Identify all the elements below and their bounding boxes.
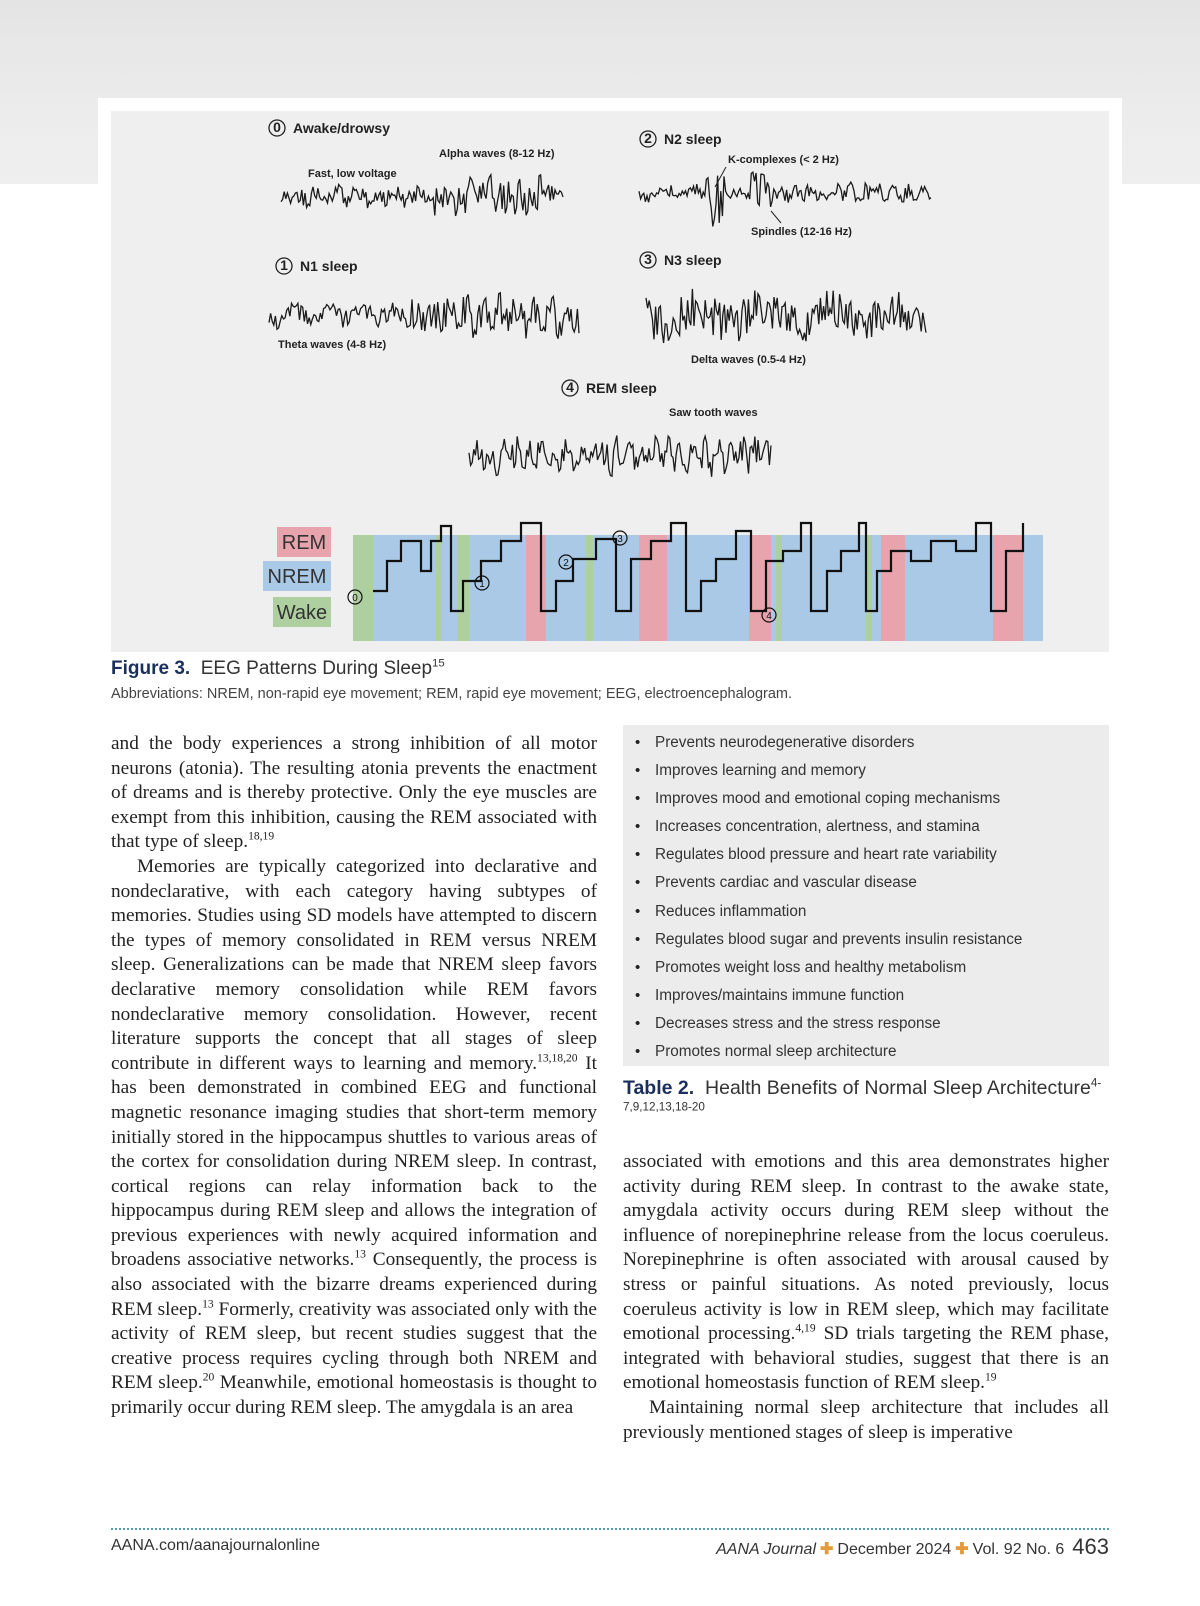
bullet-icon: • — [635, 1014, 641, 1032]
svg-text:4: 4 — [766, 611, 772, 622]
hypnogram-nrem-background — [353, 535, 1043, 641]
bullet-icon: • — [635, 986, 641, 1004]
hypnogram-rem-segment — [639, 535, 667, 641]
table-label: Table 2. — [623, 1077, 695, 1099]
stage-2-name: N2 sleep — [664, 131, 722, 147]
list-item-text: Promotes normal sleep architecture — [655, 1043, 897, 1061]
list-item-text: Decreases stress and the stress response — [655, 1014, 941, 1032]
footer-volume: Vol. 92 No. 6 — [972, 1541, 1065, 1558]
svg-text:3: 3 — [617, 534, 623, 545]
text-run: Memories are typically categorized into declarative and nondeclarative, with each category having subtypes of memories. Studies using SD models have attempted to discern the types of memory consolidated in REM versus NREM sleep. Generalizations can be made that NREM sleep favors declarative memory consolidation while REM favors nondeclarative memory consolidation. However, recent literature supports the concept that all stages of sleep contribute in different ways to learning and memory. — [111, 855, 597, 1074]
eeg-trace-n1 — [269, 293, 579, 339]
list-item-text: Prevents neurodegenerative disorders — [655, 734, 915, 751]
plus-icon: ✚ — [820, 1541, 834, 1558]
list-item — [623, 1010, 1109, 1038]
page-number: 463 — [1072, 1534, 1109, 1559]
text-run: associated with emotions and this area demonstrates higher activity during REM sleep. In contrast to the awake state, amygdala activity occurs during REM sleep without the influence of norepinephrine release from the locus coeruleus. Norepinephrine is often associated with arousal caused by stress or painful situations. As noted previously, locus coeruleus activity is low in REM sleep, which may facilitate emotional processing. — [623, 1151, 1109, 1345]
figure-abbreviations: Abbreviations: NREM, non-rapid eye movement; REM, rapid eye movement; EEG, electroencephalogram. — [111, 686, 793, 702]
figure-title: EEG Patterns During Sleep — [200, 658, 433, 679]
spindles-pointer — [771, 211, 781, 223]
citation: 13 — [354, 1248, 366, 1262]
list-item-text: Improves/maintains immune function — [655, 986, 905, 1004]
health-benefits-list — [623, 725, 1109, 1066]
bullet-icon: • — [635, 874, 641, 892]
stage-number: 3 — [644, 251, 652, 267]
citation: 4,19 — [795, 1321, 816, 1335]
stage-2-note-spindles: Spindles (12-16 Hz) — [751, 226, 852, 238]
plus-icon: ✚ — [955, 1541, 969, 1558]
wake-legend-label: Wake — [276, 602, 328, 624]
list-item — [623, 841, 1109, 869]
eeg-traces — [269, 172, 931, 477]
svg-text:0: 0 — [352, 593, 358, 604]
list-item — [623, 926, 1109, 954]
bullet-icon: • — [635, 846, 641, 864]
stage-2-label-group — [640, 130, 852, 238]
bullet-icon: • — [635, 762, 641, 780]
citation: 20 — [202, 1371, 215, 1385]
footer-url[interactable]: AANA.com/aanajournalonline — [111, 1537, 321, 1554]
hypnogram-wake-segment — [776, 535, 782, 641]
list-item — [623, 757, 1109, 785]
rem-legend-label: REM — [281, 532, 327, 554]
stage-number: 4 — [566, 379, 574, 395]
text-run: and the body experiences a strong inhibition of all motor neurons (atonia). The resulting atonia prevents the enactment of dreams and is thereby protective. Only the eye muscles are exempt from this inhibition, causing the REM associated with that type of sleep. — [111, 733, 597, 853]
list-item — [623, 982, 1109, 1010]
stage-1-note-theta: Theta waves (4-8 Hz) — [278, 339, 387, 351]
stage-0-note-fast: Fast, low voltage — [308, 168, 397, 180]
right-paragraph-2: Maintaining normal sleep architecture that includes all previously mentioned stages of sleep is imperative — [623, 1396, 1109, 1443]
list-item-text: Improves learning and memory — [655, 762, 866, 780]
text-run: Meanwhile, emotional homeostasis is thought to primarily occur during REM sleep. The amygdala is an area — [111, 1372, 597, 1419]
list-item-text: Increases concentration, alertness, and stamina — [655, 818, 980, 836]
right-column-text — [623, 1150, 1109, 1445]
figure-reference: 15 — [432, 657, 445, 670]
footer-journal: AANA Journal — [716, 1541, 816, 1558]
eeg-trace-rem — [469, 436, 771, 477]
hypnogram-legend — [263, 527, 331, 627]
bullet-icon: • — [635, 930, 641, 948]
stage-0-note-alpha: Alpha waves (8-12 Hz) — [439, 148, 555, 160]
table-2-box — [623, 725, 1109, 1066]
stage-0-label-group — [269, 119, 555, 180]
svg-text:1: 1 — [479, 579, 485, 590]
list-item-text: Prevents cardiac and vascular disease — [655, 874, 917, 892]
footer-citation — [716, 1534, 1109, 1560]
citation: 13 — [202, 1297, 214, 1311]
figure-caption-title-line — [111, 658, 1111, 680]
footer-divider — [111, 1528, 1109, 1530]
bullet-icon: • — [635, 790, 641, 808]
hypnogram-band — [348, 523, 1043, 641]
bullet-icon: • — [635, 958, 641, 976]
table-title: Health Benefits of Normal Sleep Architecture — [705, 1077, 1091, 1099]
hypnogram-rem-segment — [526, 535, 546, 641]
bullet-icon: • — [635, 734, 641, 751]
citation: 18,19 — [248, 829, 275, 843]
left-paragraph-2 — [111, 855, 597, 1421]
hypnogram-wake-segment — [586, 535, 593, 641]
text-run: Consequently, the process is also associated with the bizarre dreams experienced during REM sleep. — [111, 1249, 597, 1320]
stage-4-note-sawtooth: Saw tooth waves — [669, 407, 758, 419]
stage-number: 1 — [280, 257, 288, 273]
bullet-icon: • — [635, 1043, 641, 1061]
text-run: Formerly, creativity was associated only with the activity of REM sleep, but recent studies suggest that the creative process requires cycling through both NREM and REM sleep. — [111, 1298, 597, 1394]
list-item-text: Promotes weight loss and healthy metabolism — [655, 958, 967, 976]
citation: 19 — [985, 1370, 997, 1384]
stage-2-note-kcomplex: K-complexes (< 2 Hz) — [728, 154, 839, 166]
citation: 13,18,20 — [537, 1051, 578, 1065]
footer-date: December 2024 — [837, 1541, 952, 1558]
hypnogram-rem-segment — [749, 535, 771, 641]
table-caption — [623, 1076, 1113, 1124]
hypnogram-wake-segment — [436, 535, 442, 641]
list-item — [623, 729, 1109, 757]
left-column-text — [111, 732, 597, 1421]
list-item — [623, 869, 1109, 897]
list-item-text: Regulates blood pressure and heart rate variability — [655, 846, 997, 864]
eeg-trace-awake — [281, 175, 563, 216]
stage-4-label-group — [562, 379, 758, 419]
text-run: It has been demonstrated in combined EEG and functional magnetic resonance imaging studies that short-term memory initially stored in the hippocampus shuttles to various areas of the cortex for consolidation during NREM sleep. In contrast, cortical regions can relay information back to the hippocampus during REM sleep and allows the integration of previous experiences with newly acquired information and broadens associative networks. — [111, 1052, 597, 1271]
list-item — [623, 813, 1109, 841]
svg-text:2: 2 — [563, 558, 569, 569]
right-paragraph-1 — [623, 1150, 1109, 1396]
text-run: SD trials targeting the REM phase, integrated with behavioral studies, suggest that there is an emotional homeostasis function of REM sleep. — [623, 1323, 1109, 1394]
stage-4-name: REM sleep — [586, 380, 657, 396]
left-paragraph-1 — [111, 732, 597, 855]
list-item-text: Reduces inflammation — [655, 902, 807, 920]
list-item-text: Regulates blood sugar and prevents insulin resistance — [655, 930, 1023, 948]
list-item — [623, 1038, 1109, 1066]
stage-number: 2 — [644, 130, 652, 146]
stage-3-note-delta: Delta waves (0.5-4 Hz) — [691, 354, 806, 366]
list-item — [623, 954, 1109, 982]
list-item — [623, 898, 1109, 926]
table-reference: 4-7,9,12,13,18-20 — [623, 1076, 1102, 1114]
list-item-text: Improves mood and emotional coping mechanisms — [655, 790, 1001, 808]
figure-caption — [111, 658, 1111, 702]
figure-3-panel — [111, 111, 1109, 652]
bullet-icon: • — [635, 818, 641, 836]
stage-3-name: N3 sleep — [664, 252, 722, 268]
nrem-legend-label: NREM — [267, 566, 327, 588]
stage-0-name: Awake/drowsy — [293, 120, 391, 136]
eeg-figure — [111, 111, 1109, 652]
stage-number: 0 — [273, 119, 281, 135]
eeg-trace-n3 — [646, 289, 926, 343]
eeg-trace-n2 — [639, 172, 931, 226]
figure-label: Figure 3. — [111, 658, 191, 679]
hypnogram-wake-segment — [353, 535, 373, 641]
stage-1-name: N1 sleep — [300, 258, 358, 274]
list-item — [623, 785, 1109, 813]
bullet-icon: • — [635, 902, 641, 920]
